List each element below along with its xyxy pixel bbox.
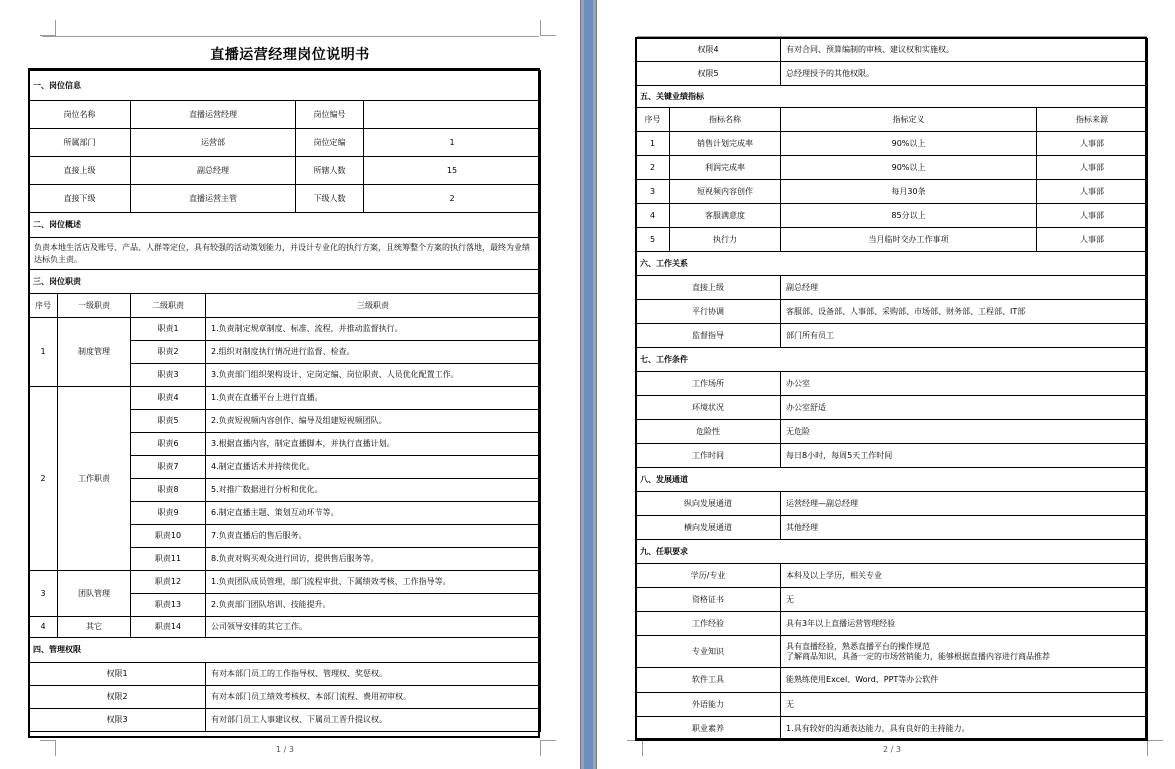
kpi-name: 销售计划完成率 <box>670 132 781 156</box>
authority-value: 有对本部门员工的工作指导权、管理权、奖惩权。 <box>206 663 541 686</box>
info-key: 岗位定编 <box>296 129 364 157</box>
duty-group-no: 2 <box>29 387 58 571</box>
requirement-value: 本科及以上学历，相关专业 <box>781 564 1148 588</box>
duty-level2: 职责10 <box>131 525 206 548</box>
authority-value: 总经理授予的其他权限。 <box>781 62 1148 86</box>
duty-level2: 职责7 <box>131 456 206 479</box>
authority-key: 权限1 <box>29 663 206 686</box>
info-value: 1 <box>364 129 541 157</box>
page-gap <box>580 0 597 769</box>
page-number: 1 / 3 <box>276 745 294 754</box>
kpi-definition: 当月临时交办工作事项 <box>781 228 1037 252</box>
development-value: 其他经理 <box>781 516 1148 540</box>
condition-key: 危险性 <box>636 420 781 444</box>
column-header: 序号 <box>29 294 58 318</box>
duty-level3: 3.负责部门组织架构设计、定岗定编、岗位职责、人员优化配置工作。 <box>206 364 541 387</box>
development-value: 运营经理—副总经理 <box>781 492 1148 516</box>
header-line <box>637 36 1147 37</box>
duty-group-name: 工作职责 <box>58 387 131 571</box>
info-value: 副总经理 <box>131 157 296 185</box>
duty-group-name: 团队管理 <box>58 571 131 617</box>
requirement-key: 专业知识 <box>636 636 781 668</box>
requirement-value: 具有3年以上直播运营管理经验 <box>781 612 1148 636</box>
section-heading: 一、岗位信息 <box>29 71 541 101</box>
corner-mark <box>627 740 643 756</box>
corner-mark <box>1147 740 1163 756</box>
section-heading: 五、关键业绩指标 <box>636 86 1148 108</box>
duty-level2: 职责1 <box>131 318 206 341</box>
relation-value: 部门所有员工 <box>781 324 1148 348</box>
condition-value: 办公室舒适 <box>781 396 1148 420</box>
duty-level2: 职责14 <box>131 617 206 638</box>
duty-level3: 8.负责对购买观众进行回访，提供售后服务等。 <box>206 548 541 571</box>
duty-group-no: 1 <box>29 318 58 387</box>
duty-level3: 5.对推广数据进行分析和优化。 <box>206 479 541 502</box>
job-overview: 负责本地生活店及账号、产品、人群等定位，具有较强的活动策划能力，并设计专业化的执行方案，且统筹整个方案的执行落地，最终为业绩达标负主责。 <box>29 238 541 270</box>
section-heading: 九、任职要求 <box>636 540 1148 564</box>
requirement-key: 资格证书 <box>636 588 781 612</box>
authority-value: 有对合同、预算编制的审核、建议权和实施权。 <box>781 39 1148 62</box>
authority-key: 权限4 <box>636 39 781 62</box>
info-key: 岗位编号 <box>296 101 364 129</box>
condition-value: 办公室 <box>781 372 1148 396</box>
job-description-table-1 <box>28 70 541 732</box>
duty-group-no: 3 <box>29 571 58 617</box>
duty-level3: 6.制定直播主题、策划互动环节等。 <box>206 502 541 525</box>
kpi-definition: 90%以上 <box>781 132 1037 156</box>
requirement-value <box>781 636 1148 668</box>
column-header: 一级职责 <box>58 294 131 318</box>
condition-value: 每日8小时，每周5天工作时间 <box>781 444 1148 468</box>
duty-level3: 1.负责团队成员管理，部门流程审批、下属绩效考核、工作指导等。 <box>206 571 541 594</box>
info-key: 直接上级 <box>29 157 131 185</box>
authority-value: 有对部门员工人事建议权、下属员工晋升提议权。 <box>206 709 541 732</box>
column-header: 指标来源 <box>1037 108 1148 132</box>
column-header: 指标名称 <box>670 108 781 132</box>
kpi-definition: 85分以上 <box>781 204 1037 228</box>
requirement-line: 了解商品知识，具备一定的市场营销能力，能够根据直播内容进行商品推荐 <box>786 651 1051 661</box>
info-key: 下级人数 <box>296 185 364 213</box>
corner-mark <box>40 20 56 36</box>
relation-value: 客服部、设备部、人事部、采购部、市场部、财务部、工程部、IT部 <box>781 300 1148 324</box>
relation-key: 平行协调 <box>636 300 781 324</box>
requirement-value: 1.具有较好的沟通表达能力，具有良好的主持能力。 <box>781 717 1148 741</box>
duty-level2: 职责4 <box>131 387 206 410</box>
kpi-source: 人事部 <box>1037 180 1148 204</box>
requirement-key: 工作经验 <box>636 612 781 636</box>
requirement-line: 具有直播经验，熟悉直播平台的操作规范 <box>786 641 931 651</box>
document-page-1[interactable] <box>0 0 580 769</box>
kpi-definition: 每月30条 <box>781 180 1037 204</box>
kpi-source: 人事部 <box>1037 156 1148 180</box>
info-key: 所辖人数 <box>296 157 364 185</box>
column-header: 指标定义 <box>781 108 1037 132</box>
authority-key: 权限5 <box>636 62 781 86</box>
authority-key: 权限2 <box>29 686 206 709</box>
info-value: 运营部 <box>131 129 296 157</box>
section-heading: 三、岗位职责 <box>29 270 541 294</box>
duty-level3: 3.根据直播内容，制定直播脚本，并执行直播计划。 <box>206 433 541 456</box>
duty-group-name: 制度管理 <box>58 318 131 387</box>
duty-level3: 1.负责在直播平台上进行直播。 <box>206 387 541 410</box>
relation-key: 直接上级 <box>636 276 781 300</box>
condition-key: 工作场所 <box>636 372 781 396</box>
requirement-key: 学历/专业 <box>636 564 781 588</box>
condition-key: 环境状况 <box>636 396 781 420</box>
page-number: 2 / 3 <box>883 745 901 754</box>
duty-level2: 职责3 <box>131 364 206 387</box>
section-heading: 六、工作关系 <box>636 252 1148 276</box>
relation-value: 副总经理 <box>781 276 1148 300</box>
authority-value: 有对本部门员工绩效考核权、本部门流程、费用初审权。 <box>206 686 541 709</box>
corner-mark <box>40 740 56 756</box>
duty-level3: 7.负责直播后的售后服务。 <box>206 525 541 548</box>
requirement-key: 职业素养 <box>636 717 781 741</box>
duty-level2: 职责13 <box>131 594 206 617</box>
duty-level2: 职责2 <box>131 341 206 364</box>
duty-level2: 职责8 <box>131 479 206 502</box>
column-header: 序号 <box>636 108 670 132</box>
job-description-table-2 <box>635 38 1148 741</box>
kpi-name: 利润完成率 <box>670 156 781 180</box>
column-header: 三级职责 <box>206 294 541 318</box>
info-value: 2 <box>364 185 541 213</box>
kpi-source: 人事部 <box>1037 204 1148 228</box>
requirement-key: 软件工具 <box>636 668 781 693</box>
condition-value: 无危险 <box>781 420 1148 444</box>
duty-level2: 职责11 <box>131 548 206 571</box>
document-page-2[interactable] <box>597 0 1175 769</box>
duty-level3: 2.负责部门团队培训、技能提升。 <box>206 594 541 617</box>
kpi-name: 客服满意度 <box>670 204 781 228</box>
development-key: 纵向发展通道 <box>636 492 781 516</box>
duty-level3: 2.负责短视频内容创作、编导及组建短视频团队。 <box>206 410 541 433</box>
column-header: 二级职责 <box>131 294 206 318</box>
section-heading: 四、管理权限 <box>29 638 541 663</box>
requirement-value: 能熟练使用Excel、Word、PPT等办公软件 <box>781 668 1148 693</box>
requirement-key: 外语能力 <box>636 693 781 717</box>
info-value <box>364 101 541 129</box>
kpi-name: 执行力 <box>670 228 781 252</box>
section-heading: 七、工作条件 <box>636 348 1148 372</box>
duty-level3: 公司领导安排的其它工作。 <box>206 617 541 638</box>
duty-level2: 职责9 <box>131 502 206 525</box>
info-key: 直接下级 <box>29 185 131 213</box>
duty-level3: 1.负责制定规章制度、标准、流程，并推动监督执行。 <box>206 318 541 341</box>
info-value: 直播运营主管 <box>131 185 296 213</box>
condition-key: 工作时间 <box>636 444 781 468</box>
kpi-no: 1 <box>636 132 670 156</box>
info-key: 所属部门 <box>29 129 131 157</box>
info-key: 岗位名称 <box>29 101 131 129</box>
info-value: 直播运营经理 <box>131 101 296 129</box>
kpi-name: 短视频内容创作 <box>670 180 781 204</box>
header-line <box>42 36 539 37</box>
kpi-definition: 90%以上 <box>781 156 1037 180</box>
kpi-no: 4 <box>636 204 670 228</box>
requirement-value: 无 <box>781 693 1148 717</box>
development-key: 横向发展通道 <box>636 516 781 540</box>
duty-group-name: 其它 <box>58 617 131 638</box>
duty-group-no: 4 <box>29 617 58 638</box>
kpi-no: 3 <box>636 180 670 204</box>
page-gap-bar <box>584 0 593 769</box>
kpi-source: 人事部 <box>1037 132 1148 156</box>
corner-mark <box>540 20 556 36</box>
duty-level3: 4.制定直播话术并持续优化。 <box>206 456 541 479</box>
kpi-no: 5 <box>636 228 670 252</box>
duty-level2: 职责5 <box>131 410 206 433</box>
relation-key: 监督指导 <box>636 324 781 348</box>
info-value: 15 <box>364 157 541 185</box>
section-heading: 八、发展通道 <box>636 468 1148 492</box>
document-title: 直播运营经理岗位说明书 <box>210 47 370 63</box>
kpi-source: 人事部 <box>1037 228 1148 252</box>
corner-mark <box>540 740 556 756</box>
authority-key: 权限3 <box>29 709 206 732</box>
section-heading: 二、岗位概述 <box>29 213 541 238</box>
duty-level2: 职责6 <box>131 433 206 456</box>
duty-level3: 2.组织对制度执行情况进行监督、检查。 <box>206 341 541 364</box>
requirement-value: 无 <box>781 588 1148 612</box>
kpi-no: 2 <box>636 156 670 180</box>
duty-level2: 职责12 <box>131 571 206 594</box>
